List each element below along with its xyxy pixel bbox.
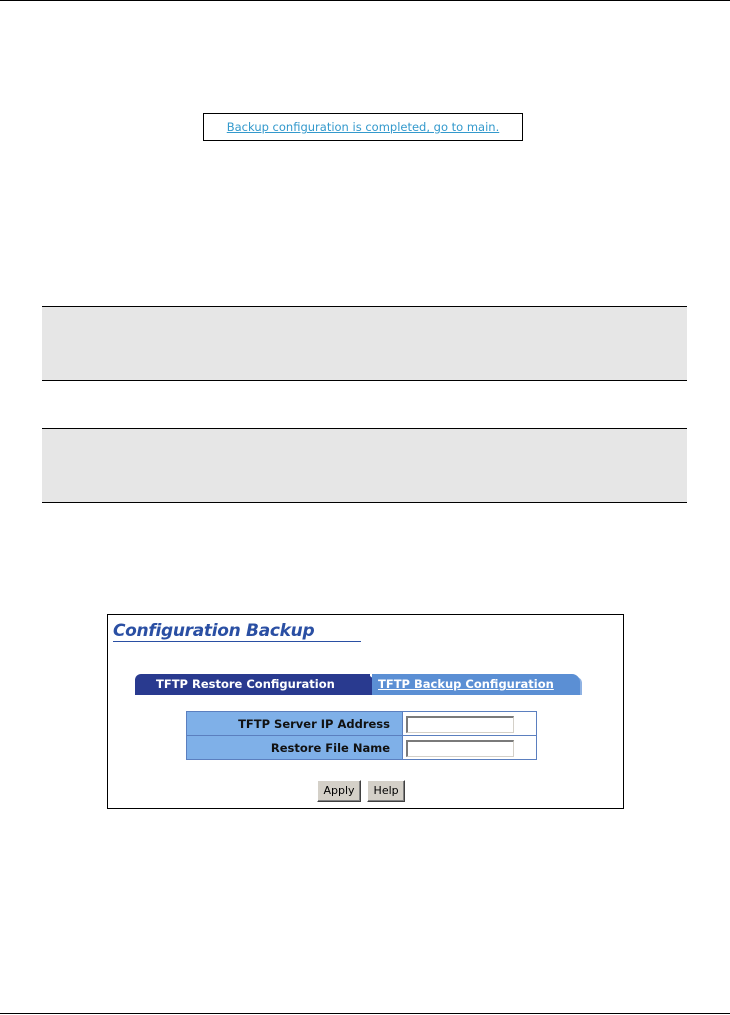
tftp-server-ip-input[interactable] [406,716,514,733]
tftp-server-ip-label: TFTP Server IP Address [187,712,403,736]
help-button[interactable]: Help [367,780,405,802]
go-to-main-link[interactable]: Backup configuration is completed, go to main. [226,120,500,134]
note-panel [42,428,687,503]
table-row [187,736,537,760]
page-top-rule [0,0,730,1]
configuration-backup-screenshot [107,614,624,809]
restore-file-name-cell [403,736,537,760]
tab-tftp-backup[interactable]: TFTP Backup Configuration [372,674,580,695]
title-underline [113,641,361,642]
tftp-server-ip-cell [403,712,537,736]
restore-file-name-label: Restore File Name [187,736,403,760]
page-title: Configuration Backup [113,621,315,641]
tab-tftp-restore[interactable]: TFTP Restore Configuration [135,674,370,695]
page-bottom-rule [0,1013,730,1014]
backup-complete-notice [203,113,523,141]
table-row [187,712,537,736]
note-panel [42,306,687,381]
restore-settings-table [186,711,537,760]
restore-file-name-input[interactable] [406,740,514,757]
apply-button[interactable]: Apply [317,780,361,802]
button-row [317,780,405,802]
tab-bar [135,674,585,695]
